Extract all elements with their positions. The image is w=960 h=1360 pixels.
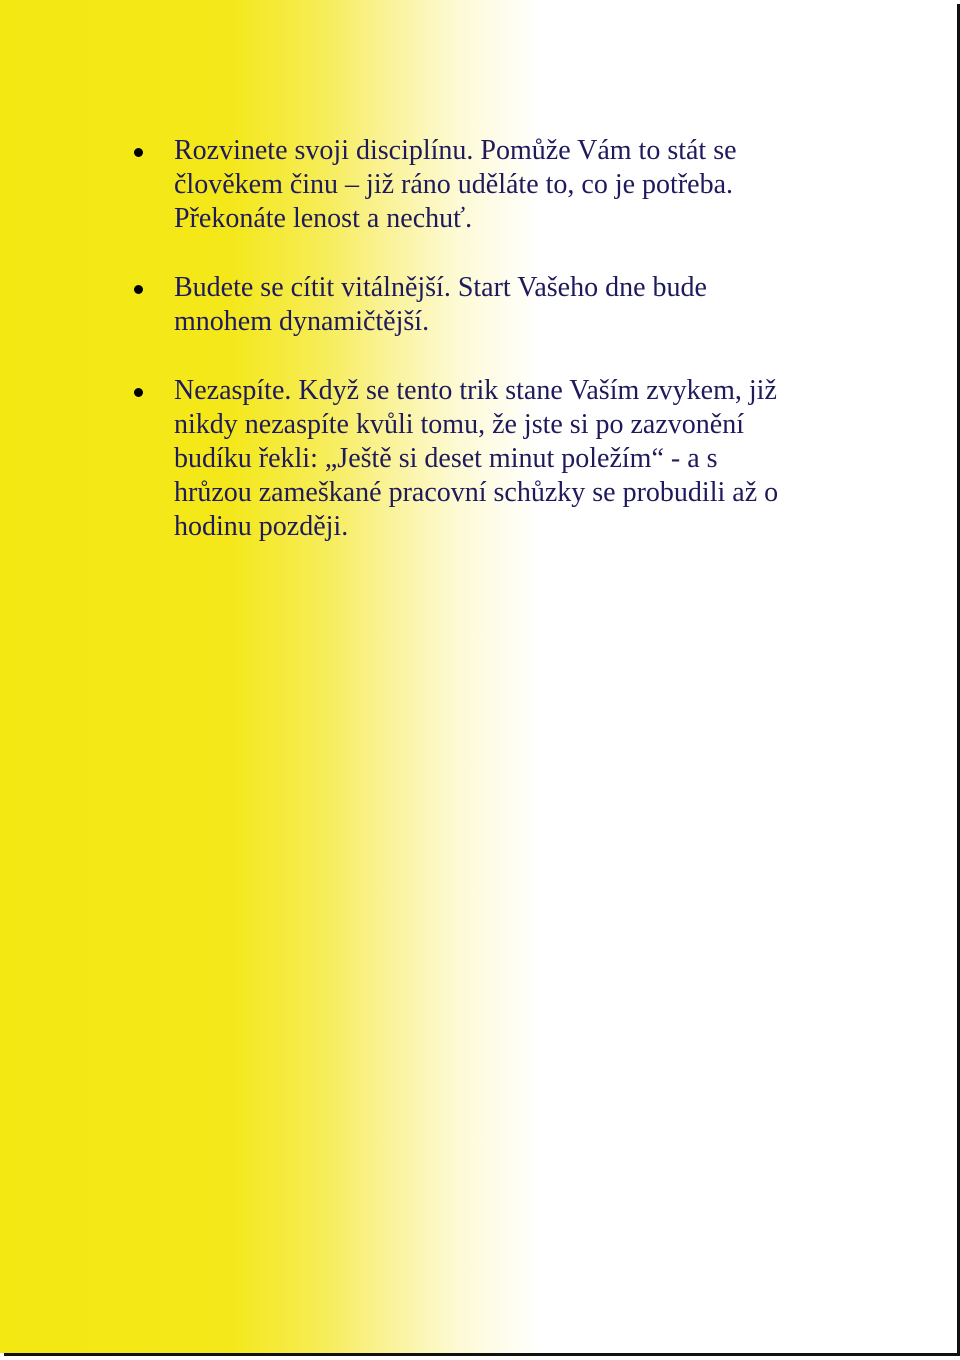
text-line: Překonáte lenost a nechuť. (174, 203, 473, 234)
bullet-dot-icon (134, 148, 143, 157)
text-line: nikdy nezaspíte kvůli tomu, že jste si po zazvonění (174, 409, 744, 440)
page-shadow-bottom (4, 1353, 960, 1356)
bullet-item-discipline (134, 134, 834, 236)
bullet-dot-icon (134, 388, 143, 397)
bullet-dot-icon (134, 285, 143, 294)
text-line: člověkem činu – již ráno uděláte to, co je potřeba. (174, 169, 734, 200)
bullet-list (134, 134, 834, 579)
text-line: Rozvinete svoji disciplínu. Pomůže Vám to stát se (174, 135, 737, 166)
text-line: budíku řekli: „Ještě si deset minut poležím“ - a s (174, 443, 718, 474)
text-line: hrůzou zameškané pracovní schůzky se probudili až o (174, 477, 779, 508)
bullet-item-oversleep (134, 374, 834, 544)
text-line: hodinu později. (174, 511, 349, 542)
text-line: Budete se cítit vitálnější. Start Vašeho dne bude (174, 272, 707, 303)
text-line: Nezaspíte. Když se tento trik stane Vaším zvykem, již (174, 375, 777, 406)
text-line: mnohem dynamičtější. (174, 306, 430, 337)
bullet-item-vitality (134, 271, 834, 339)
